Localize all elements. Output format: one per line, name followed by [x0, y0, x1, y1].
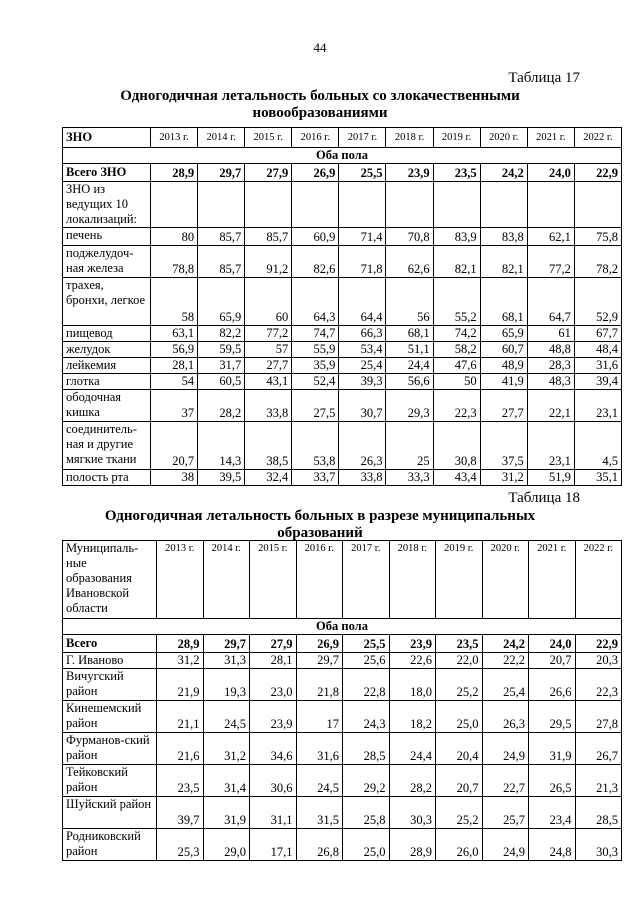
cell-value: 53,8 [292, 422, 339, 470]
cell-value: 60,5 [198, 374, 245, 390]
cell-value: 25,7 [482, 797, 529, 829]
table-row [63, 653, 622, 669]
row-label: соединитель-ная и другие мягкие ткани [63, 422, 151, 470]
total-value: 23,5 [436, 635, 483, 653]
cell-value: 33,8 [245, 390, 292, 422]
cell-value: 28,3 [527, 358, 574, 374]
cell-value: 35,1 [574, 470, 621, 486]
cell-value: 27,5 [292, 390, 339, 422]
year-header: 2015 г. [250, 541, 297, 619]
cell-value: 85,7 [198, 246, 245, 278]
cell-value: 31,3 [203, 653, 250, 669]
cell-value: 38 [151, 470, 198, 486]
total-value: 24,0 [529, 635, 576, 653]
cell-value: 82,1 [480, 246, 527, 278]
row-label: Шуйский район [63, 797, 157, 829]
total-value: 24,2 [480, 164, 527, 182]
cell-value: 68,1 [480, 278, 527, 326]
empty-cell [292, 182, 339, 228]
row-label: ободочная кишка [63, 390, 151, 422]
cell-value: 26,0 [436, 829, 483, 861]
row-label: печень [63, 228, 151, 246]
cell-value: 82,2 [198, 326, 245, 342]
empty-cell [198, 182, 245, 228]
table-row [63, 701, 622, 733]
cell-value: 65,9 [198, 278, 245, 326]
empty-cell [151, 182, 198, 228]
subheader-row [63, 182, 622, 228]
total-value: 22,9 [575, 635, 622, 653]
table-row [63, 797, 622, 829]
cell-value: 55,9 [292, 342, 339, 358]
cell-value: 43,4 [433, 470, 480, 486]
year-header: 2022 г. [575, 541, 622, 619]
page-number: 44 [313, 40, 327, 55]
empty-cell [527, 182, 574, 228]
cell-value: 31,9 [529, 733, 576, 765]
cell-value: 58 [151, 278, 198, 326]
cell-value: 31,5 [296, 797, 343, 829]
cell-value: 30,7 [339, 390, 386, 422]
table-row [63, 246, 622, 278]
total-label: Всего [63, 635, 157, 653]
table-row [63, 470, 622, 486]
cell-value: 31,6 [296, 733, 343, 765]
cell-value: 71,8 [339, 246, 386, 278]
cell-value: 48,9 [480, 358, 527, 374]
cell-value: 25,0 [343, 829, 390, 861]
cell-value: 41,9 [480, 374, 527, 390]
cell-value: 65,9 [480, 326, 527, 342]
cell-value: 28,2 [198, 390, 245, 422]
total-row [63, 635, 622, 653]
empty-cell [574, 182, 621, 228]
table-row [63, 829, 622, 861]
cell-value: 22,2 [482, 653, 529, 669]
cell-value: 22,6 [389, 653, 436, 669]
year-header: 2019 г. [436, 541, 483, 619]
cell-value: 83,9 [433, 228, 480, 246]
year-header: 2014 г. [198, 128, 245, 148]
cell-value: 23,0 [250, 669, 297, 701]
table18 [62, 540, 622, 861]
total-value: 23,5 [433, 164, 480, 182]
table-row [63, 422, 622, 470]
cell-value: 50 [433, 374, 480, 390]
empty-cell [339, 182, 386, 228]
cell-value: 82,6 [292, 246, 339, 278]
cell-value: 77,2 [527, 246, 574, 278]
cell-value: 21,6 [157, 733, 204, 765]
year-header: 2016 г. [296, 541, 343, 619]
cell-value: 18,0 [389, 669, 436, 701]
cell-value: 26,6 [529, 669, 576, 701]
cell-value: 17 [296, 701, 343, 733]
cell-value: 28,2 [389, 765, 436, 797]
row-label: глотка [63, 374, 151, 390]
cell-value: 23,4 [529, 797, 576, 829]
column-header: ЗНО [63, 128, 151, 148]
cell-value: 39,3 [339, 374, 386, 390]
cell-value: 29,0 [203, 829, 250, 861]
row-label: трахея, бронхи, легкое [63, 278, 151, 326]
cell-value: 26,3 [339, 422, 386, 470]
section-label: Оба пола [63, 619, 622, 635]
header-row [63, 128, 622, 148]
cell-value: 60,7 [480, 342, 527, 358]
cell-value: 22,0 [436, 653, 483, 669]
cell-value: 37,5 [480, 422, 527, 470]
cell-value: 14,3 [198, 422, 245, 470]
table18-title [80, 508, 560, 542]
cell-value: 28,1 [151, 358, 198, 374]
cell-value: 51,1 [386, 342, 433, 358]
cell-value: 23,9 [250, 701, 297, 733]
cell-value: 43,1 [245, 374, 292, 390]
column-header: Муниципаль-ные образования Ивановской области [63, 541, 157, 619]
cell-value: 83,8 [480, 228, 527, 246]
cell-value: 28,9 [389, 829, 436, 861]
cell-value: 27,8 [575, 701, 622, 733]
section-label: Оба пола [63, 148, 622, 164]
total-value: 28,9 [151, 164, 198, 182]
cell-value: 55,2 [433, 278, 480, 326]
table17-title [80, 88, 560, 122]
cell-value: 22,3 [433, 390, 480, 422]
table-row [63, 390, 622, 422]
row-label: желудок [63, 342, 151, 358]
total-value: 25,5 [343, 635, 390, 653]
cell-value: 80 [151, 228, 198, 246]
cell-value: 52,9 [574, 278, 621, 326]
cell-value: 21,8 [296, 669, 343, 701]
cell-value: 60,9 [292, 228, 339, 246]
row-label: Родниковский район [63, 829, 157, 861]
cell-value: 39,7 [157, 797, 204, 829]
cell-value: 20,3 [575, 653, 622, 669]
cell-value: 62,6 [386, 246, 433, 278]
year-header: 2016 г. [292, 128, 339, 148]
total-value: 27,9 [250, 635, 297, 653]
cell-value: 48,8 [527, 342, 574, 358]
row-label: Фурманов-ский район [63, 733, 157, 765]
cell-value: 22,1 [527, 390, 574, 422]
cell-value: 33,8 [339, 470, 386, 486]
cell-value: 59,5 [198, 342, 245, 358]
cell-value: 48,4 [574, 342, 621, 358]
cell-value: 35,9 [292, 358, 339, 374]
cell-value: 38,5 [245, 422, 292, 470]
total-value: 24,0 [527, 164, 574, 182]
table-row [63, 765, 622, 797]
cell-value: 33,7 [292, 470, 339, 486]
cell-value: 64,3 [292, 278, 339, 326]
cell-value: 62,1 [527, 228, 574, 246]
total-value: 26,9 [292, 164, 339, 182]
total-value: 23,9 [386, 164, 433, 182]
row-label: поджелудоч-ная железа [63, 246, 151, 278]
cell-value: 20,7 [436, 765, 483, 797]
table18-title-line2: образований [277, 525, 363, 541]
table17-title-line2: новообразованиями [252, 105, 388, 121]
cell-value: 21,9 [157, 669, 204, 701]
cell-value: 56,6 [386, 374, 433, 390]
cell-value: 30,8 [433, 422, 480, 470]
cell-value: 37 [151, 390, 198, 422]
cell-value: 30,3 [389, 797, 436, 829]
total-label: Всего ЗНО [63, 164, 151, 182]
cell-value: 25,2 [436, 669, 483, 701]
total-value: 29,7 [198, 164, 245, 182]
cell-value: 22,7 [482, 765, 529, 797]
cell-value: 39,5 [198, 470, 245, 486]
cell-value: 24,8 [529, 829, 576, 861]
row-label: полость рта [63, 470, 151, 486]
table18-title-line1: Одногодичная летальность больных в разрезе муниципальных [104, 508, 536, 524]
year-header: 2013 г. [151, 128, 198, 148]
year-header: 2013 г. [157, 541, 204, 619]
cell-value: 24,4 [389, 733, 436, 765]
year-header: 2019 г. [433, 128, 480, 148]
year-header: 2022 г. [574, 128, 621, 148]
table17 [62, 127, 622, 486]
cell-value: 56 [386, 278, 433, 326]
cell-value: 24,9 [482, 829, 529, 861]
cell-value: 23,1 [574, 390, 621, 422]
cell-value: 91,2 [245, 246, 292, 278]
row-label: лейкемия [63, 358, 151, 374]
cell-value: 39,4 [574, 374, 621, 390]
total-value: 24,2 [482, 635, 529, 653]
table-row [63, 326, 622, 342]
table-row [63, 733, 622, 765]
cell-value: 29,2 [343, 765, 390, 797]
cell-value: 57 [245, 342, 292, 358]
empty-cell [386, 182, 433, 228]
table17-title-line1: Одногодичная летальность больных со злокачественными [120, 88, 520, 104]
cell-value: 64,7 [527, 278, 574, 326]
cell-value: 26,8 [296, 829, 343, 861]
cell-value: 22,3 [575, 669, 622, 701]
cell-value: 25,2 [436, 797, 483, 829]
cell-value: 77,2 [245, 326, 292, 342]
cell-value: 24,5 [296, 765, 343, 797]
cell-value: 24,3 [343, 701, 390, 733]
cell-value: 51,9 [527, 470, 574, 486]
empty-cell [433, 182, 480, 228]
total-value: 26,9 [296, 635, 343, 653]
cell-value: 78,8 [151, 246, 198, 278]
cell-value: 60 [245, 278, 292, 326]
year-header: 2020 г. [480, 128, 527, 148]
cell-value: 78,2 [574, 246, 621, 278]
year-header: 2018 г. [386, 128, 433, 148]
table-row [63, 374, 622, 390]
cell-value: 31,2 [157, 653, 204, 669]
cell-value: 33,3 [386, 470, 433, 486]
cell-value: 23,5 [157, 765, 204, 797]
cell-value: 56,9 [151, 342, 198, 358]
cell-value: 31,2 [480, 470, 527, 486]
year-header: 2017 г. [339, 128, 386, 148]
cell-value: 25,8 [343, 797, 390, 829]
cell-value: 58,2 [433, 342, 480, 358]
cell-value: 66,3 [339, 326, 386, 342]
cell-value: 25,4 [482, 669, 529, 701]
cell-value: 31,2 [203, 733, 250, 765]
section-row [63, 148, 622, 164]
cell-value: 24,4 [386, 358, 433, 374]
empty-cell [480, 182, 527, 228]
total-value: 25,5 [339, 164, 386, 182]
year-header: 2015 г. [245, 128, 292, 148]
table-row [63, 669, 622, 701]
cell-value: 32,4 [245, 470, 292, 486]
cell-value: 25 [386, 422, 433, 470]
cell-value: 18,2 [389, 701, 436, 733]
cell-value: 68,1 [386, 326, 433, 342]
cell-value: 21,3 [575, 765, 622, 797]
cell-value: 25,3 [157, 829, 204, 861]
total-value: 27,9 [245, 164, 292, 182]
cell-value: 4,5 [574, 422, 621, 470]
cell-value: 17,1 [250, 829, 297, 861]
cell-value: 21,1 [157, 701, 204, 733]
table18-label: Таблица 18 [508, 490, 580, 506]
cell-value: 74,7 [292, 326, 339, 342]
cell-value: 24,5 [203, 701, 250, 733]
cell-value: 31,7 [198, 358, 245, 374]
cell-value: 22,8 [343, 669, 390, 701]
cell-value: 28,5 [343, 733, 390, 765]
cell-value: 71,4 [339, 228, 386, 246]
cell-value: 20,7 [529, 653, 576, 669]
cell-value: 26,3 [482, 701, 529, 733]
table-row [63, 358, 622, 374]
cell-value: 30,3 [575, 829, 622, 861]
cell-value: 23,1 [527, 422, 574, 470]
year-header: 2021 г. [529, 541, 576, 619]
row-label: Кинешемский район [63, 701, 157, 733]
year-header: 2014 г. [203, 541, 250, 619]
year-header: 2021 г. [527, 128, 574, 148]
total-value: 23,9 [389, 635, 436, 653]
cell-value: 54 [151, 374, 198, 390]
cell-value: 24,9 [482, 733, 529, 765]
table-row [63, 342, 622, 358]
cell-value: 85,7 [198, 228, 245, 246]
cell-value: 63,1 [151, 326, 198, 342]
cell-value: 29,3 [386, 390, 433, 422]
year-header: 2018 г. [389, 541, 436, 619]
cell-value: 25,6 [343, 653, 390, 669]
total-value: 28,9 [157, 635, 204, 653]
cell-value: 85,7 [245, 228, 292, 246]
row-label: Тейковский район [63, 765, 157, 797]
cell-value: 82,1 [433, 246, 480, 278]
year-header: 2017 г. [343, 541, 390, 619]
cell-value: 27,7 [480, 390, 527, 422]
row-label: Вичугский район [63, 669, 157, 701]
year-header: 2020 г. [482, 541, 529, 619]
cell-value: 19,3 [203, 669, 250, 701]
cell-value: 20,7 [151, 422, 198, 470]
cell-value: 61 [527, 326, 574, 342]
total-row [63, 164, 622, 182]
cell-value: 26,7 [575, 733, 622, 765]
cell-value: 25,0 [436, 701, 483, 733]
cell-value: 28,5 [575, 797, 622, 829]
cell-value: 31,1 [250, 797, 297, 829]
cell-value: 47,6 [433, 358, 480, 374]
cell-value: 64,4 [339, 278, 386, 326]
table17-label: Таблица 17 [508, 70, 580, 86]
cell-value: 29,5 [529, 701, 576, 733]
header-row [63, 541, 622, 619]
cell-value: 29,7 [296, 653, 343, 669]
table-row [63, 228, 622, 246]
cell-value: 75,8 [574, 228, 621, 246]
total-value: 22,9 [574, 164, 621, 182]
row-label: Г. Иваново [63, 653, 157, 669]
cell-value: 27,7 [245, 358, 292, 374]
cell-value: 74,2 [433, 326, 480, 342]
cell-value: 48,3 [527, 374, 574, 390]
empty-cell [245, 182, 292, 228]
cell-value: 52,4 [292, 374, 339, 390]
section-row [63, 619, 622, 635]
cell-value: 28,1 [250, 653, 297, 669]
cell-value: 67,7 [574, 326, 621, 342]
total-value: 29,7 [203, 635, 250, 653]
cell-value: 26,5 [529, 765, 576, 797]
cell-value: 34,6 [250, 733, 297, 765]
cell-value: 31,6 [574, 358, 621, 374]
cell-value: 25,4 [339, 358, 386, 374]
row-label: пищевод [63, 326, 151, 342]
subheader-label: ЗНО из ведущих 10 локализаций: [63, 182, 151, 228]
cell-value: 30,6 [250, 765, 297, 797]
cell-value: 31,9 [203, 797, 250, 829]
cell-value: 70,8 [386, 228, 433, 246]
cell-value: 20,4 [436, 733, 483, 765]
cell-value: 31,4 [203, 765, 250, 797]
cell-value: 53,4 [339, 342, 386, 358]
table-row [63, 278, 622, 326]
